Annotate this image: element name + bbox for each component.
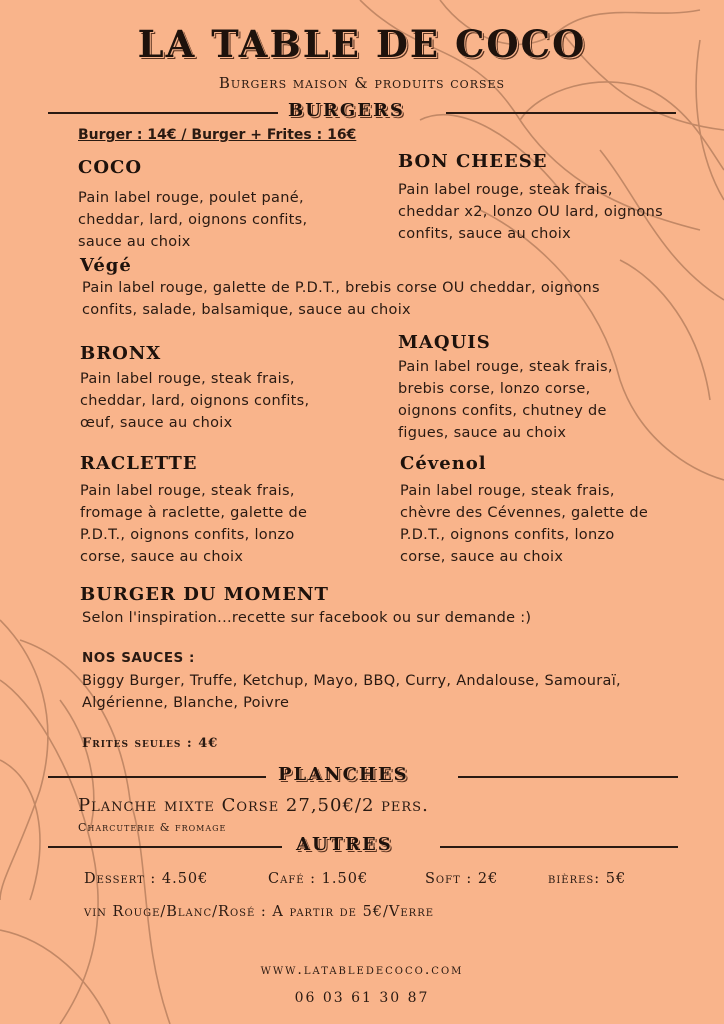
burger-desc-vege: Pain label rouge, galette de P.D.T., brebis corse OU cheddar, oignons confits, salade, balsamique, sauce au choix (82, 280, 600, 318)
price-dessert: Dessert : 4.50€ (84, 871, 209, 887)
sauces-list: Biggy Burger, Truffe, Ketchup, Mayo, BBQ, Curry, Andalouse, Samouraï, Algérienne, Blanche, Poivre (82, 673, 621, 711)
section-divider-left (48, 776, 266, 778)
burger-name-bronx: BRONX (80, 343, 162, 364)
burger-desc-coco: Pain label rouge, poulet pané, cheddar, lard, oignons confits, sauce au choix (78, 190, 308, 250)
frites-seules: Frites seules : 4€ (82, 736, 219, 751)
phone-number: 06 03 61 30 87 (294, 990, 430, 1006)
planche-item: Planche mixte Corse 27,50€/2 pers. (78, 795, 429, 816)
burger-desc-bon-cheese: Pain label rouge, steak frais, cheddar x2, lonzo OU lard, oignons confits, sauce au choix (398, 182, 663, 242)
burger-name-coco: COCO (78, 157, 143, 178)
burger-name-bon-cheese: BON CHEESE (398, 151, 548, 172)
restaurant-title: LA TABLE DE COCO (137, 22, 587, 66)
burger-name-maquis: MAQUIS (398, 332, 491, 353)
price-vin: vin Rouge/Blanc/Rosé : A partir de 5€/Verre (84, 904, 435, 920)
burger-desc-raclette: Pain label rouge, steak frais, fromage à raclette, galette de P.D.T., oignons confits, lonzo corse, sauce au choix (80, 483, 308, 565)
website-link[interactable]: www.latabledecoco.com (260, 962, 464, 978)
section-divider-right (446, 112, 676, 114)
burger-desc-bronx: Pain label rouge, steak frais, cheddar, lard, oignons confits, œuf, sauce au choix (80, 371, 310, 431)
section-title-burgers: BURGERS (288, 100, 405, 121)
burger-prices: Burger : 14€ / Burger + Frites : 16€ (78, 127, 357, 143)
burger-name-vege: Végé (80, 255, 132, 276)
section-title-planches: PLANCHES (278, 764, 409, 785)
burger-desc-du-moment: Selon l'inspiration...recette sur facebook ou sur demande :) (82, 610, 532, 626)
section-divider-left (48, 112, 278, 114)
section-divider-right (440, 846, 678, 848)
section-divider-left (48, 846, 282, 848)
burger-name-raclette: RACLETTE (80, 453, 198, 474)
planche-detail: Charcuterie & fromage (78, 821, 227, 834)
restaurant-subtitle: Burgers maison & produits corses (218, 74, 506, 92)
burger-name-du-moment: BURGER DU MOMENT (80, 584, 329, 605)
burger-desc-cevenol: Pain label rouge, steak frais, chèvre des Cévennes, galette de P.D.T., oignons confits, lonzo corse, sauce au choix (400, 483, 649, 565)
price-soft: Soft : 2€ (425, 871, 499, 887)
section-title-autres: AUTRES (296, 834, 393, 855)
burger-desc-maquis: Pain label rouge, steak frais, brebis corse, lonzo corse, oignons confits, chutney de figues, sauce au choix (398, 359, 613, 441)
sauces-title: NOS SAUCES : (82, 650, 195, 666)
section-divider-right (458, 776, 678, 778)
price-cafe: Café : 1.50€ (268, 871, 369, 887)
burger-name-cevenol: Cévenol (400, 453, 487, 474)
price-bieres: bières: 5€ (548, 871, 627, 887)
